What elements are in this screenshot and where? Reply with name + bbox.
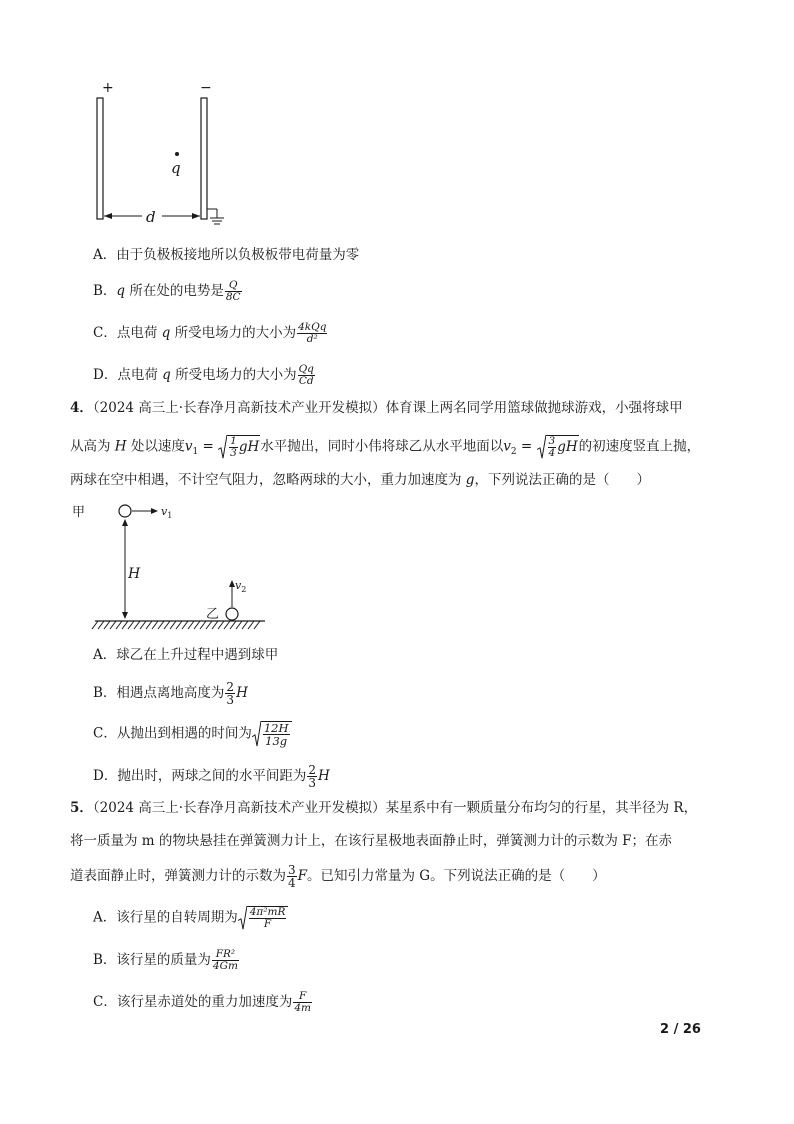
sqrt-expression: $\frac{3}{4}$ gH bbox=[537, 435, 579, 459]
q5-line1: 5．（2024 高三上·长春净月高新技术产业开发模拟）某星系中有一颗质量分布均匀的行星，其半径为 R， bbox=[70, 800, 698, 816]
option-c: C．点电荷 q 所受电场力的大小为 $\frac{\text{4kQq}}{\text{d²}}$ bbox=[93, 321, 327, 345]
sqrt-expression: $\frac{12H}{13g}$ bbox=[252, 721, 292, 747]
q4-option-a: A．球乙在上升过程中遇到球甲 bbox=[93, 647, 279, 663]
q4-option-b: B．相遇点离地高度为 $\frac{2}{3}$ H bbox=[93, 680, 248, 707]
fraction: $\frac{Qq}{Cd}$ bbox=[298, 363, 314, 387]
sqrt-expression: $\frac{1}{3}$ gH bbox=[218, 435, 260, 459]
ball-jia-label: 甲 bbox=[72, 505, 86, 520]
q5-option-c: C．该行星赤道处的重力加速度为 $\frac{F}{4m}$ bbox=[93, 990, 311, 1014]
v1-label: $v_1$ bbox=[161, 505, 173, 520]
q5-line3: 道表面静止时，弹簧测力计的示数为 $\frac{3}{4}$ F。已知引力常量为 G。下列说法正确的是（ ） bbox=[70, 863, 606, 890]
ball-jia bbox=[119, 505, 131, 517]
point-charge bbox=[175, 152, 179, 156]
ground-icon bbox=[207, 209, 224, 224]
distance-label: d bbox=[146, 208, 156, 226]
fraction: $\frac{Q}{8C}$ bbox=[225, 279, 241, 303]
sqrt-expression: $\frac{\text{4π²mR}}{F}$ bbox=[238, 906, 289, 930]
negative-plate bbox=[201, 98, 207, 219]
arrow-right-icon bbox=[151, 508, 158, 514]
height-label: H bbox=[128, 566, 141, 582]
q5-option-a: A．该行星的自转周期为 $\frac{\text{4π²mR}}{F}$ bbox=[93, 906, 288, 930]
q4-line2: 从高为 H 处以速度$v_1$ = $\frac{1}{3}$ gH水平抛出，同时小伟将球乙从水平地面以$v_2$ = $\frac{3}{4}$ gH的初速度竖直上抛， bbox=[70, 435, 701, 459]
ball-yi-label: 乙 bbox=[206, 607, 220, 622]
page-number: 2 / 26 bbox=[660, 1022, 701, 1037]
plus-sign: + bbox=[102, 80, 114, 96]
fraction: $\frac{\text{4kQq}}{\text{d²}}$ bbox=[298, 321, 327, 345]
q5-option-b: B．该行星的质量为 $\frac{\text{FR²}}{4Gm}$ bbox=[93, 948, 238, 972]
charge-label: q bbox=[171, 159, 181, 177]
q5-line2: 将一质量为 m 的物块悬挂在弹簧测力计上，在该行星极地表面静止时，弹簧测力计的示数为 F；在赤 bbox=[70, 833, 673, 849]
q4-option-c: C．从抛出到相遇的时间为 $\frac{12H}{13g}$ bbox=[93, 721, 292, 747]
q4-line1: 4．（2024 高三上·长春净月高新技术产业开发模拟）体育课上两名同学用篮球做抛球游戏，小强将球甲 bbox=[70, 400, 683, 416]
minus-sign: − bbox=[200, 80, 212, 96]
q4-option-d: D．抛出时，两球之间的水平间距为 $\frac{2}{3}$ H bbox=[93, 763, 330, 790]
ball-yi bbox=[226, 608, 238, 620]
ground-hatching bbox=[92, 621, 260, 629]
option-d: D．点电荷 q 所受电场力的大小为 $\frac{Qq}{Cd}$ bbox=[93, 363, 314, 387]
v2-label: $v_2$ bbox=[235, 579, 247, 594]
option-a: A．由于负极板接地所以负极板带电荷量为零 bbox=[93, 247, 360, 263]
projectile-figure bbox=[70, 500, 270, 635]
positive-plate bbox=[97, 98, 103, 219]
capacitor-figure bbox=[90, 78, 240, 228]
option-b: B．q 所在处的电势是 $\frac{Q}{8C}$ bbox=[93, 279, 241, 303]
q4-line3: 两球在空中相遇，不计空气阻力，忽略两球的大小，重力加速度为 g，下列说法正确的是（ ） bbox=[70, 472, 650, 488]
